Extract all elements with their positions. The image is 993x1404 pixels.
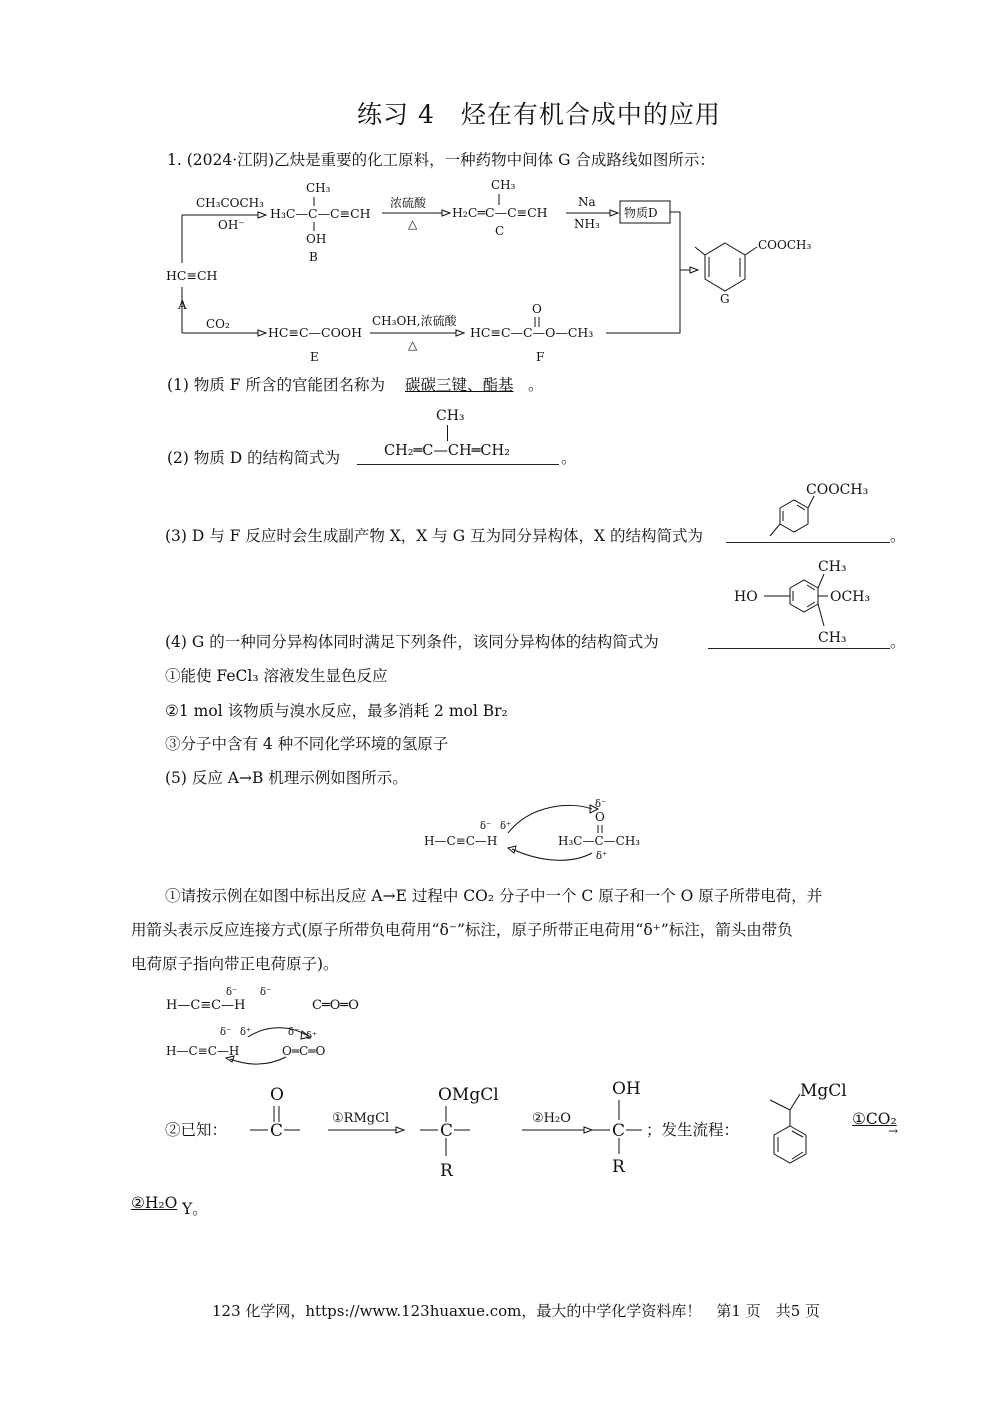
mech-left: H—C≡C—H	[424, 834, 498, 848]
q1-5-2-prefix: ②已知：	[165, 1121, 228, 1139]
ans-line1-left: H—C≡C—H	[166, 998, 246, 1013]
label-a: A	[178, 298, 187, 312]
known-r1: R	[440, 1161, 453, 1181]
q1-4-suffix: 。	[890, 633, 906, 651]
known-reagent2: ②H₂O	[532, 1111, 571, 1126]
ans-line1-right: C═O═O	[312, 998, 359, 1013]
mechanism-example	[420, 795, 650, 865]
flow-step1: ①CO₂	[852, 1110, 897, 1128]
box-d: 物质D	[624, 206, 658, 220]
c-formula: H₂C═C—C≡CH	[452, 205, 548, 220]
svg-text:C: C	[440, 1121, 454, 1141]
flow-start-structure	[762, 1076, 862, 1176]
label-c: C	[495, 224, 505, 238]
g-sub: COOCH₃	[758, 238, 812, 252]
q1-5-1-line3: 电荷原子指向带正电荷原子)。	[131, 955, 339, 973]
page-title: 练习 4 烃在有机合成中的应用	[357, 100, 721, 129]
known-reagent1: ①RMgCl	[332, 1111, 390, 1126]
isomer-och3: OCH₃	[830, 589, 871, 605]
e-formula: HC≡C—COOH	[268, 325, 362, 340]
condition-3: ③分子中含有 4 种不同化学环境的氢原子	[165, 735, 449, 753]
q1-1-answer: 碳碳三键、酯基	[405, 376, 514, 394]
ans-line2-right: O═C═O	[282, 1044, 326, 1058]
ans2-delta-plus-c: δ⁺	[306, 1031, 318, 1042]
b-formula: H₃C—C—C≡CH	[270, 206, 371, 221]
label-b: B	[309, 250, 318, 264]
reagent-co2: CO₂	[206, 317, 230, 331]
question-1-intro: 1. (2024·江阴)乙炔是重要的化工原料，一种药物中间体 G 合成路线如图所示：	[167, 151, 715, 169]
q1-3-blank	[726, 524, 890, 543]
q1-4-prefix: (4) G 的一种同分异构体同时满足下列条件，该同分异构体的结构简式为	[165, 633, 659, 651]
condition-1: ①能使 FeCl₃ 溶液发生显色反应	[165, 667, 388, 685]
known-oh: OH	[612, 1079, 641, 1099]
q1-2-prefix: (2) 物质 D 的结构简式为	[167, 449, 341, 467]
ans-delta-h: δ⁻	[260, 987, 272, 998]
flow-mgcl: MgCl	[800, 1081, 847, 1101]
mech-delta-plus-c: δ⁺	[596, 851, 608, 862]
a-formula: HC≡CH	[166, 268, 218, 283]
isomer-ch3-bottom: CH₃	[818, 630, 847, 646]
q1-4-blank	[708, 630, 890, 649]
known-mid-text: ；发生流程：	[646, 1121, 740, 1139]
known-r2: R	[612, 1157, 625, 1177]
page-footer: 123 化学网，https://www.123huaxue.com，最大的中学化学资料库！ 第1 页 共5 页	[212, 1302, 821, 1320]
mech-delta-minus-o: δ⁻	[595, 799, 607, 810]
answer-diagram	[160, 985, 400, 1065]
f-o: O	[532, 302, 542, 316]
q1-1-suffix: 。	[528, 376, 544, 394]
ans-delta-c: δ⁻	[226, 987, 238, 998]
synthesis-scheme	[160, 175, 840, 370]
cond-h2so4: 浓硫酸	[390, 196, 427, 210]
known-omgcl: OMgCl	[438, 1085, 499, 1105]
known-o: O	[270, 1085, 284, 1105]
ans2-delta-minus-c: δ⁻	[220, 1027, 232, 1038]
cond-ester: CH₃OH,浓硫酸	[372, 314, 457, 328]
isomer-ch3-top: CH₃	[818, 559, 847, 575]
q1-5-text: (5) 反应 A→B 机理示例如图所示。	[165, 769, 408, 787]
q1-2-answer: CH₂═C—CH═CH₂	[384, 443, 510, 459]
known-reaction	[240, 1078, 660, 1188]
b-oh: OH	[306, 232, 327, 246]
mech-delta-minus-c: δ⁻	[480, 821, 492, 832]
label-g: G	[720, 292, 730, 306]
reagent-acetone: CH₃COCH₃	[196, 196, 264, 210]
label-f: F	[536, 350, 545, 364]
mech-o: O	[595, 810, 605, 824]
cond-heat2: △	[408, 338, 418, 352]
q1-5-1-line2: 用箭头表示反应连接方式(原子所带负电荷用“δ⁻”标注，原子所带正电荷用“δ⁺”标注，箭头由带负	[131, 921, 793, 939]
cond-heat: △	[408, 217, 418, 231]
isomer-ho: HO	[734, 589, 758, 605]
ans2-delta-minus-o: δ⁻	[288, 1027, 300, 1038]
ans-line2-left: H—C≡C—H	[166, 1044, 240, 1058]
x-sub: COOCH₃	[806, 482, 869, 498]
svg-text:C: C	[612, 1121, 626, 1141]
q1-2-methyl: CH₃	[436, 408, 465, 424]
q1-3-prefix: (3) D 与 F 反应时会生成副产物 X，X 与 G 互为同分异构体，X 的结构简式为	[165, 527, 703, 545]
q1-2-suffix: 。	[561, 449, 577, 467]
c-methyl: CH₃	[491, 178, 516, 192]
b-methyl: CH₃	[306, 181, 331, 195]
flow-product: Y。	[182, 1200, 208, 1218]
cond-nh3: NH₃	[574, 217, 600, 231]
q1-3-suffix: 。	[890, 527, 906, 545]
f-formula: HC≡C—C—O—CH₃	[470, 325, 594, 340]
cond-na: Na	[578, 195, 596, 209]
flow-step2: ②H₂O	[131, 1194, 178, 1212]
ans2-delta-plus-h: δ⁺	[240, 1027, 252, 1038]
q1-2-methyl-bond	[447, 425, 448, 441]
svg-text:C: C	[270, 1121, 284, 1141]
mech-delta-plus-h: δ⁺	[500, 821, 512, 832]
flow-arrow1-head: →	[888, 1124, 899, 1138]
label-e: E	[310, 350, 319, 364]
condition-2: ②1 mol 该物质与溴水反应，最多消耗 2 mol Br₂	[165, 702, 508, 720]
reagent-oh: OH⁻	[218, 218, 245, 232]
mech-right: H₃C—C—CH₃	[558, 834, 641, 848]
q1-1-prefix: (1) 物质 F 所含的官能团名称为	[167, 376, 385, 394]
q1-5-1-line1: ①请按示例在如图中标出反应 A→E 过程中 CO₂ 分子中一个 C 原子和一个 O 原子所带电荷，并	[165, 887, 823, 905]
